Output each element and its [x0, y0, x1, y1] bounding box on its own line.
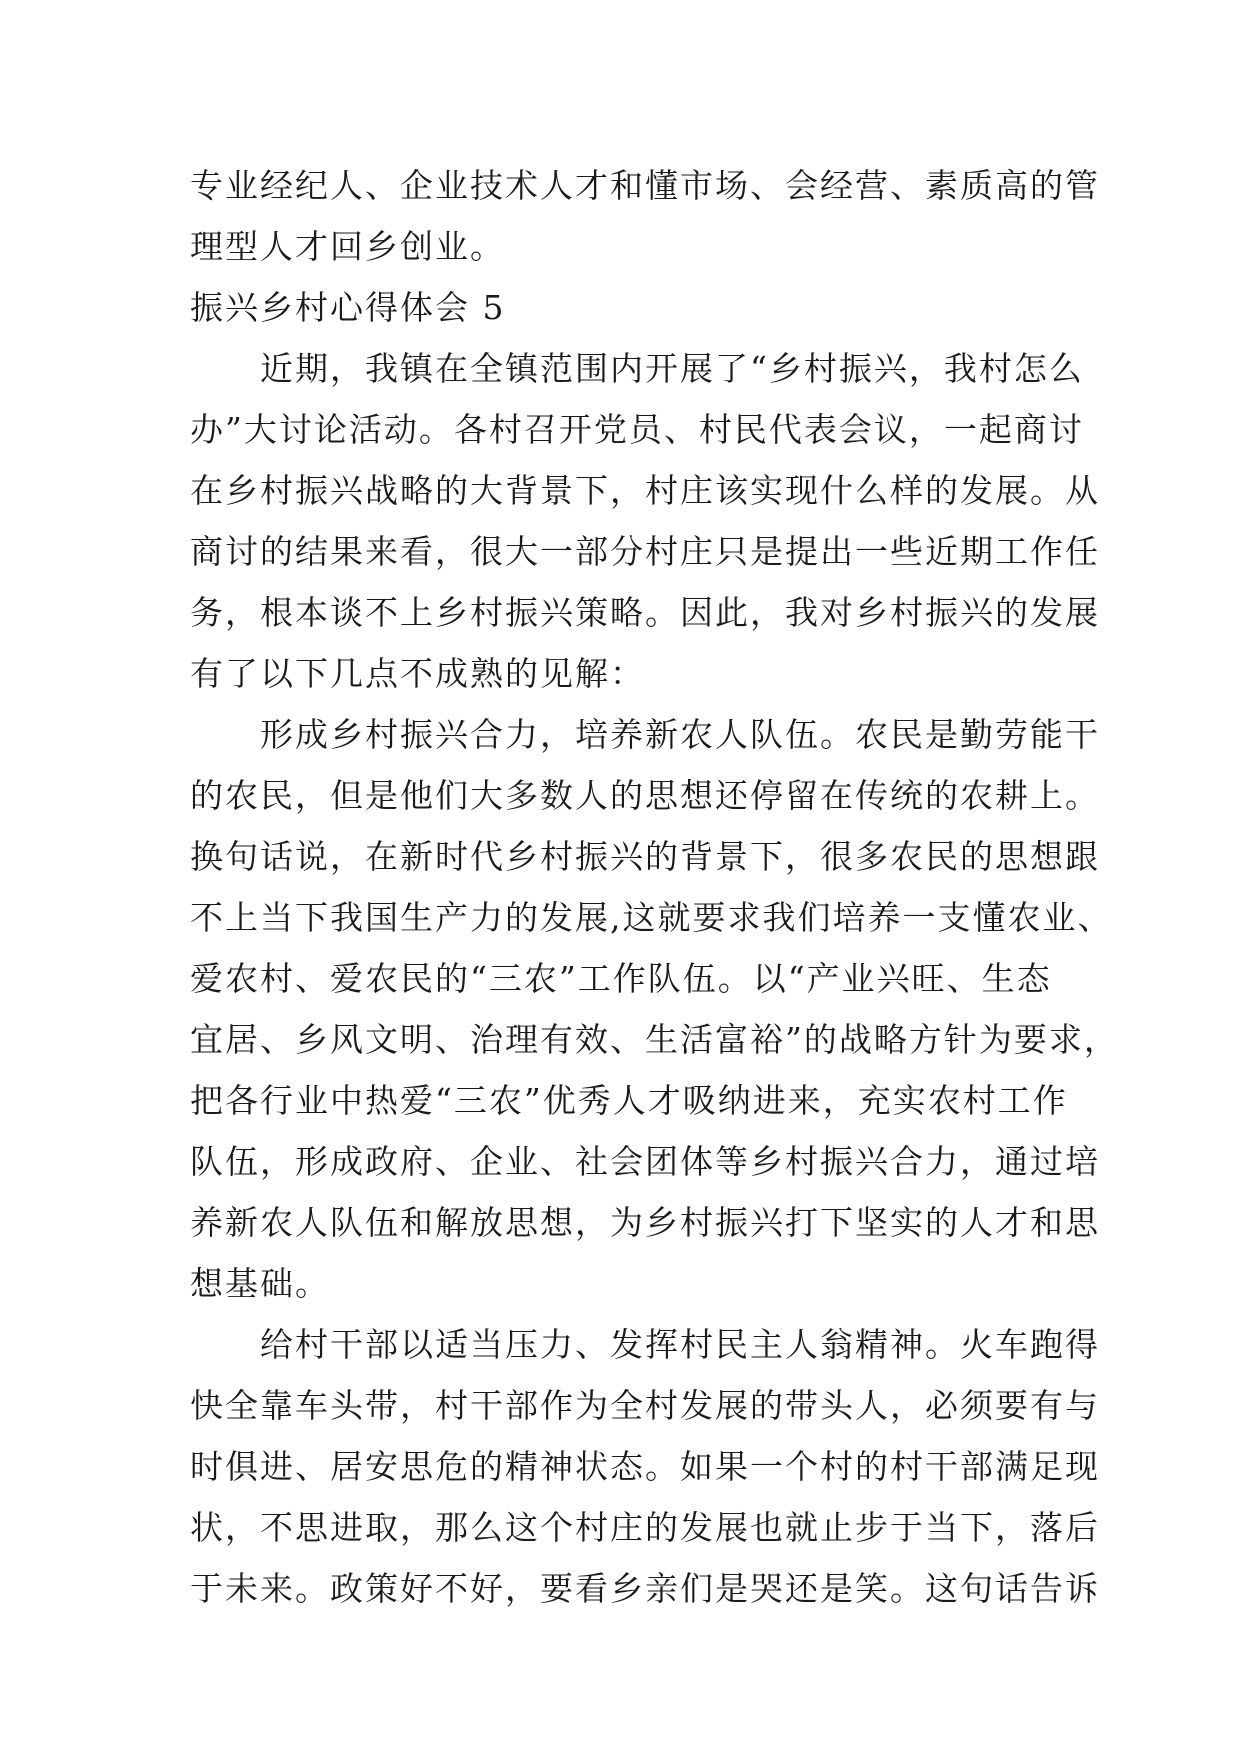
text-line: 的农民，但是他们大多数人的思想还停留在传统的农耕上。 — [190, 776, 1100, 815]
text-line: 有了以下几点不成熟的见解： — [190, 654, 645, 693]
text-line: 在乡村振兴战略的大背景下，村庄该实现什么样的发展。从 — [190, 471, 1100, 510]
body-text — [190, 155, 1119, 1619]
text-line: 务，根本谈不上乡村振兴策略。因此，我对乡村振兴的发展 — [190, 593, 1100, 632]
text-line: 商讨的结果来看，很大一部分村庄只是提出一些近期工作任 — [190, 532, 1100, 571]
paragraph-first-line: 近期，我镇在全镇范围内开展了“乡村振兴，我村怎么 — [260, 349, 1084, 388]
text-line: 时俱进、居安思危的精神状态。如果一个村的村干部满足现 — [190, 1447, 1100, 1486]
text-line: 不上当下我国生产力的发展,这就要求我们培养一支懂农业、 — [190, 898, 1113, 937]
text-line: 养新农人队伍和解放思想，为乡村振兴打下坚实的人才和思 — [190, 1203, 1100, 1242]
text-line: 状，不思进取，那么这个村庄的发展也就止步于当下，落后 — [190, 1508, 1100, 1547]
text-line: 专业经纪人、企业技术人才和懂市场、会经营、素质高的管 — [190, 166, 1100, 205]
paragraph-first-line: 给村干部以适当压力、发挥村民主人翁精神。火车跑得 — [260, 1325, 1100, 1364]
text-line: 爱农村、爱农民的“三农”工作队伍。以“产业兴旺、生态 — [190, 959, 1052, 998]
text-line: 队伍，形成政府、企业、社会团体等乡村振兴合力，通过培 — [190, 1142, 1100, 1181]
text-line: 于未来。政策好不好，要看乡亲们是哭还是笑。这句话告诉 — [190, 1569, 1100, 1608]
text-line: 理型人才回乡创业。 — [190, 227, 505, 266]
text-line: 宜居、乡风文明、治理有效、生活富裕”的战略方针为要求， — [190, 1020, 1119, 1059]
text-line: 办”大讨论活动。各村召开党员、村民代表会议，一起商讨 — [190, 410, 1084, 449]
paragraph-first-line: 形成乡村振兴合力，培养新农人队伍。农民是勤劳能干 — [260, 715, 1100, 754]
text-line: 想基础。 — [190, 1264, 330, 1303]
text-line: 把各行业中热爱“三农”优秀人才吸纳进来，充实农村工作 — [190, 1081, 1068, 1120]
text-line: 快全靠车头带，村干部作为全村发展的带头人，必须要有与 — [190, 1386, 1100, 1425]
section-heading: 振兴乡村心得体会 5 — [190, 288, 506, 327]
text-line: 换句话说，在新时代乡村振兴的背景下，很多农民的思想跟 — [190, 837, 1100, 876]
